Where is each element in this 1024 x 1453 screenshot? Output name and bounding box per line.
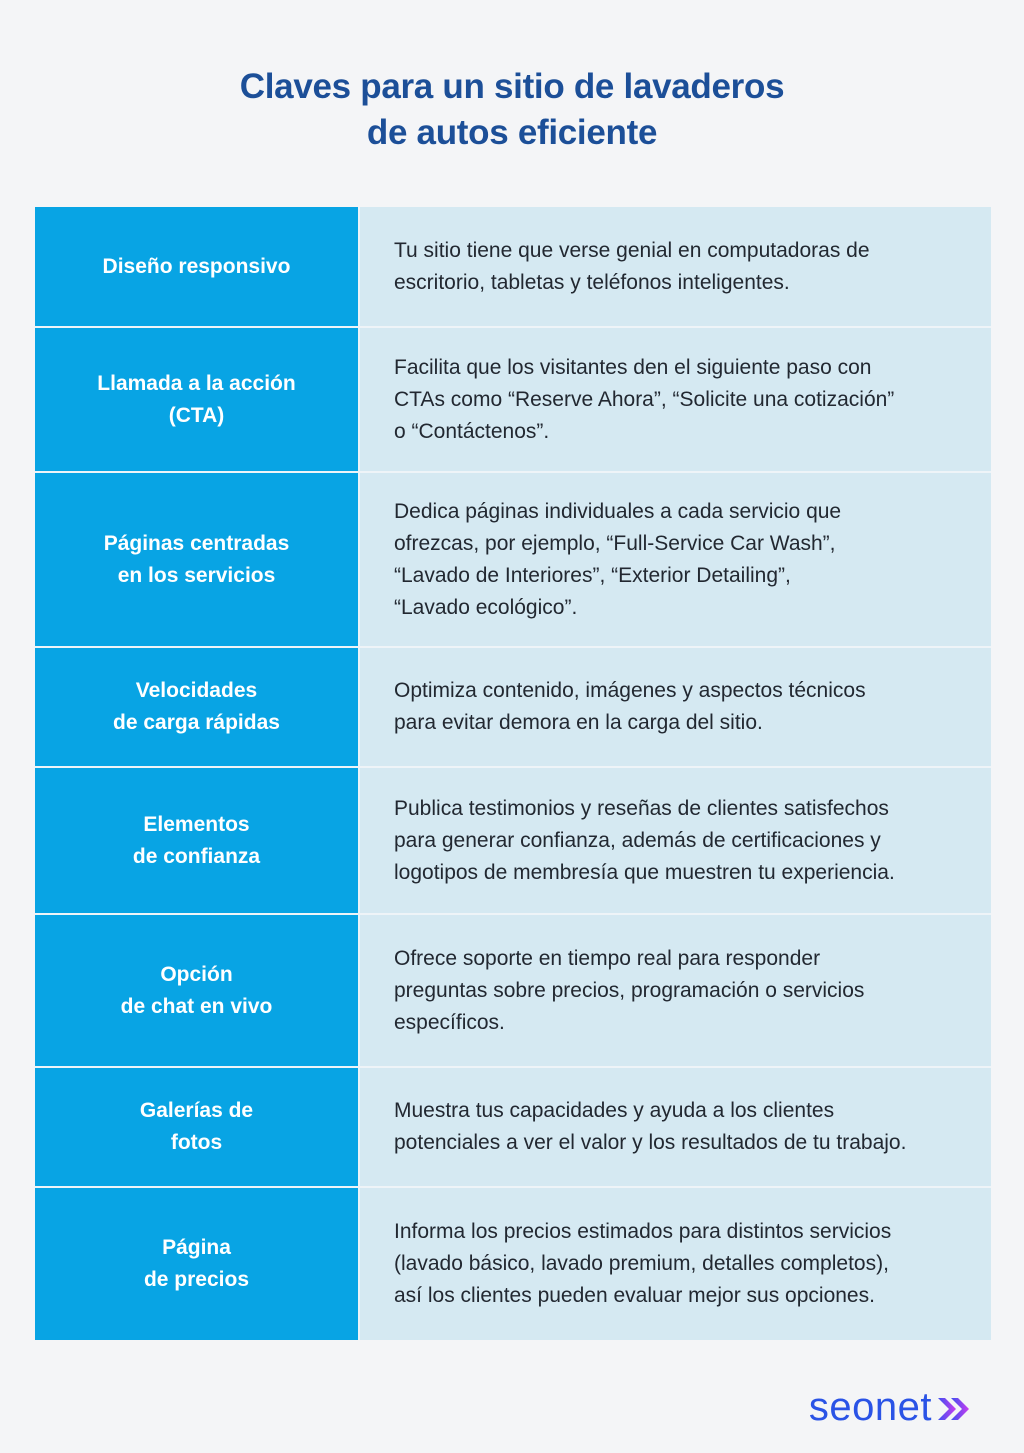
- table-row: [35, 768, 991, 915]
- row-description: Muestra tus capacidades y ayuda a los clientes potenciales a ver el valor y los resultados de tu trabajo.: [394, 1099, 907, 1154]
- row-label: Diseño responsivo: [102, 254, 291, 278]
- table-row: [35, 473, 991, 648]
- row-label: Páginas centradas en los servicios: [103, 531, 290, 587]
- table-row: [35, 207, 991, 328]
- row-description: Facilita que los visitantes den el siguiente paso con CTAs como “Reserve Ahora”, “Solicite una cotización” o “Contáctenos”.: [394, 355, 895, 443]
- row-label: Galerías de fotos: [139, 1099, 254, 1154]
- table-row: [35, 1068, 991, 1188]
- table-row: [35, 915, 991, 1068]
- brand-logo: [809, 1383, 974, 1431]
- row-description-cell: [360, 1068, 991, 1186]
- double-chevron-right-icon: [934, 1394, 974, 1424]
- row-description: Informa los precios estimados para distintos servicios (lavado básico, lavado premium, detalles completos), así los clientes pueden evaluar mejor sus opciones.: [394, 1220, 892, 1307]
- row-description: Ofrece soporte en tiempo real para responder preguntas sobre precios, programación o servicios específicos.: [394, 946, 865, 1034]
- row-description-cell: [360, 473, 991, 646]
- row-label-cell: [35, 648, 360, 766]
- row-label: Elementos de confianza: [132, 812, 261, 868]
- table-row: [35, 1188, 991, 1340]
- row-label-cell: [35, 1068, 360, 1186]
- row-label-cell: [35, 1188, 360, 1340]
- row-description-cell: [360, 915, 991, 1066]
- features-table: [35, 207, 991, 1340]
- row-description: Publica testimonios y reseñas de clientes satisfechos para generar confianza, además de certificaciones y logotipos de membresía que muestren tu experiencia.: [394, 796, 895, 884]
- row-description: Dedica páginas individuales a cada servicio que ofrezcas, por ejemplo, “Full-Service Car Wash”, “Lavado de Interiores”, “Exterior Detailing”, “Lavado ecológico”.: [394, 499, 842, 619]
- page-title: [0, 64, 1024, 156]
- row-label: Opción de chat en vivo: [120, 962, 273, 1018]
- row-description-cell: [360, 328, 991, 471]
- title-line-2: de autos eficiente: [366, 113, 658, 152]
- table-row: [35, 648, 991, 768]
- row-label: Página de precios: [143, 1236, 250, 1291]
- row-label-cell: [35, 915, 360, 1066]
- row-label: Llamada a la acción (CTA): [97, 371, 296, 427]
- row-label-cell: [35, 768, 360, 913]
- row-label-cell: [35, 328, 360, 471]
- title-line-1: Claves para un sitio de lavaderos: [239, 67, 785, 106]
- row-description-cell: [360, 768, 991, 913]
- row-label: Velocidades de carga rápidas: [113, 679, 280, 734]
- row-description: Optimiza contenido, imágenes y aspectos técnicos para evitar demora en la carga del sitio.: [394, 679, 866, 734]
- table-row: [35, 328, 991, 473]
- row-description-cell: [360, 207, 991, 326]
- row-description: Tu sitio tiene que verse genial en computadoras de escritorio, tabletas y teléfonos inteligentes.: [394, 238, 870, 294]
- row-label-cell: [35, 473, 360, 646]
- row-description-cell: [360, 1188, 991, 1340]
- brand-logo-text: seonet: [808, 1385, 932, 1429]
- row-label-cell: [35, 207, 360, 326]
- row-description-cell: [360, 648, 991, 766]
